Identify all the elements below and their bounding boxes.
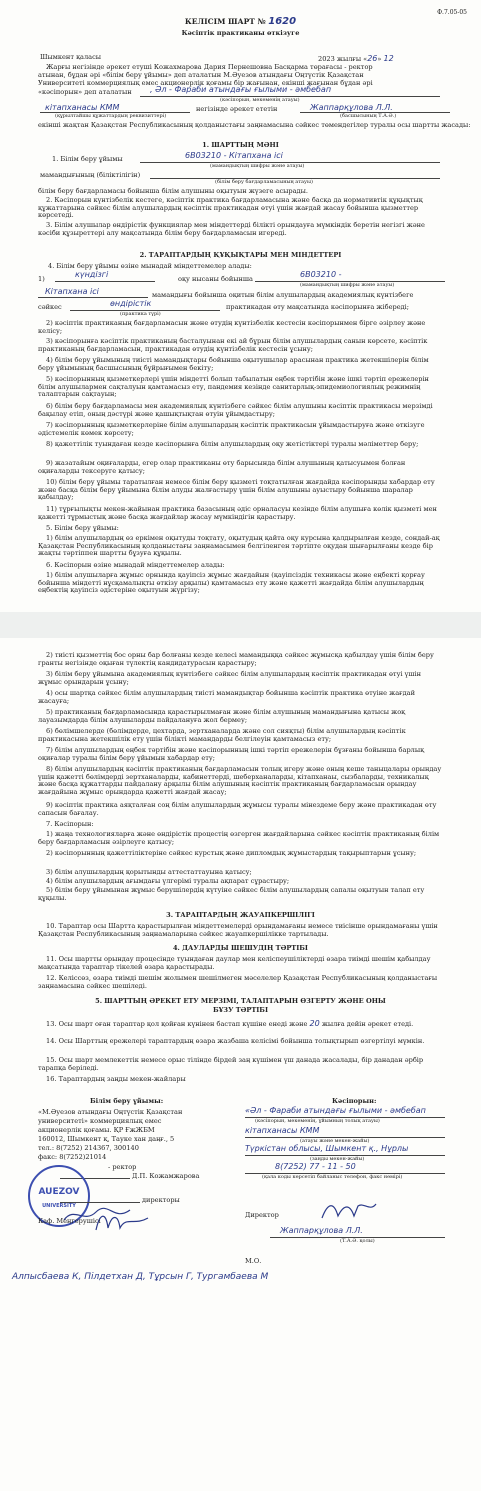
party-left-title: Білім беру ұйымы: <box>90 1097 164 1105</box>
section-1-title: 1. ШАРТТЫҢ МӘНІ <box>202 141 279 149</box>
enterprise-name-hint: (кәсіпорын, мекеменің атауы) <box>220 97 300 103</box>
left-signature-2 <box>92 1208 152 1236</box>
director-left-label: директоры <box>142 1196 180 1204</box>
s2-item-6-title: 6. Кәсіпорын өзіне мынадай міндеттемелер алады: <box>46 561 225 569</box>
accordance: сәйкес <box>38 303 62 311</box>
form-hint: оқу нысаны бойынша <box>178 275 253 283</box>
hw-company-addr: Түркістан облысы, Шымкент қ., Нұрлы <box>245 1144 409 1153</box>
s2-item-8: 8) қажеттілік туындаған кезде кәсіпорынға білім алушылардың оқу жетістіктері туралы мәліметтер беру; <box>46 440 419 448</box>
dept-head-label: Каф. Меңгерушісі <box>38 1217 101 1225</box>
p2-item-3: 3) білім беру ұйымына академиялық күнтізбеге сәйкес білім алушылардың кәсіптік практикадан өтуі үшін жұмыс орындарын ұсыну; <box>38 670 422 686</box>
s2-item-7: 7) кәсіпорынның қызметкерлеріне білім алушылардың кәсіптік практикасын ұйымдастыруға және өткізуге әдістемелік көмек көрсету; <box>38 421 425 437</box>
hw-company-phone: 8(7252) 77 - 11 - 50 <box>275 1162 356 1171</box>
hw-director-name: Жаппарқұлова Л.Л. <box>280 1226 363 1235</box>
preamble-line-2: атынан, бұдан әрі «білім беру ұйымы» деп аталатын М.Әуезов атындағы Оңтүстік Қазақстан <box>38 71 364 79</box>
s5-item-16: 16. Тараптардың заңды мекен-жайлары <box>46 1075 186 1083</box>
p2-item-8: 8) білім алушылардың кәсіптік практиканың бағдарламасын толық игеру және оның кеше таныцалары орындау үшін қажетті бөлімдерді зертханаларды, кабинеттерді, шеберханаларды, кітапханаы, сызбаларды, техникалық және басқа құжаттарды пайдалану арқылы білім алушының кәсіптік практиканың бағдарламасын орындау жағдайына жұмыс орындарда қажетті жағдай жасау; <box>38 765 442 796</box>
section-3-title: 3. ТАРАПТАРДЫҢ ЖАУАПКЕРШІЛІГІ <box>166 911 315 919</box>
party-left-line-3: акционерлік қоғамы. ҚР ҒжЖБМ <box>38 1126 155 1134</box>
s2-item-2: 2) кәсіптік практиканың бағдарламасын және өтудің күнтізбелік кестесін кәсіпорынмен бірге әзірлеу және келісу; <box>38 319 426 335</box>
s4-item-12: 12. Келіссөз, өзара тиімді шешім жолымен шешілмеген мәселелер Қазақстан Республикасының қолданыстағы заңнамасына сәйкес шешіледі. <box>38 974 438 990</box>
form-code-hint: (мамандықтың шифры және атауы) <box>300 282 395 288</box>
hw-term: 20 <box>309 1019 320 1028</box>
p2-item-7-2: 2) кәсіпорынның қажеттіліктеріне сәйкес курстық және дипломдық жұмыстардың тақырыптарын ұсыну; <box>46 849 417 857</box>
hw-director: Жаппарқұлова Л.Л. <box>310 103 393 112</box>
s2-item-4: 4. Білім беру ұйымы өзіне мынадай міндеттемелер алады: <box>48 262 252 270</box>
contract-number: 1620 <box>268 16 297 27</box>
preamble-line-4: «кәсіпорын» деп аталатын <box>38 88 132 96</box>
hw-company-2: кітапханасы КММ <box>45 103 120 112</box>
form-code: Ф.7.05-05 <box>437 9 467 16</box>
p2-item-7-3: 3) білім алушылардың қорытынды аттестаттауына қатысу; <box>46 868 252 876</box>
section-4-title: 4. ДАУЛАРДЫ ШЕШУДІҢ ТӘРТІБІ <box>172 944 309 952</box>
s5-item-15: 15. Осы шарт мемлекеттік немесе орыс тілінде бірдей заң күшімен үш данада жасалады, бір данадан әрбір тарапқа беріледі. <box>38 1056 424 1072</box>
p2-item-7-1: 1) жаңа технологияларға және өндірістік процестің өзгерген жағдайларына сәйкес кәсіптік практиканың білім беру бағдарламасын әзірлеуге қатысу; <box>38 830 440 846</box>
rector-name: Д.П. Кожамжарова <box>132 1172 200 1180</box>
s5-item-14: 14. Осы Шарттың ережелері тараптардың өзара жазбаша келісімі бойынша толықтырып өзгертілуі мүмкін. <box>46 1037 425 1045</box>
university-stamp: AUEZOV UNIVERSITY <box>28 1165 90 1227</box>
s4-item-11: 11. Осы шартты орындау процесінде туындаған даулар мен келіспеушіліктерді өзара тиімді шешім қабылдау мақсатында тараптар тікелей өзара қарастырады. <box>38 955 431 971</box>
p2-item-6: 6) бөлімшелерде (бөлімдерде, цехтарда, зертханаларда және сол сияқты) білім алушылардың кәсіптік практикасына жетекшілік ету үшін білікті мамандарды белгілеуін қамтамасыз ету; <box>38 727 406 743</box>
s5-item-13: 13. Осы шарт оған тараптар қол қойған күнінен бастап күшіне енеді және 20 жылға дейін әрекет етеді. <box>46 1019 414 1028</box>
practice-hint: (практика түрі) <box>120 311 161 317</box>
p2-item-7-5: 5) білім беру ұйымынан жұмыс берушілердің күтуіне сәйкес білім алушылардың сапалы оқытуын талап ету құқылы. <box>38 886 425 902</box>
s1-item-1-spec: мамандығының (біліктілігін) <box>40 171 141 179</box>
p2-item-7: 7) білім алушылардың еңбек тәртібін және кәсіпорынның ішкі тәртіп ережелерін бұзғаны бойынша барлық оқиғалар туралы білім беру ұйымын хабардар ету; <box>38 746 425 762</box>
s1-item-3: 3. Білім алушылар өндірістік функциялар мен міндеттерді білікті орындауға мүмкіндік беретін негізгі және кәсіби құзыреттері алу мақсатында білім беру бағдарламасын игереді. <box>38 221 425 237</box>
section-5-title-1: 5. ШАРТТЫҢ ӘРЕКЕТ ЕТУ МЕРЗІМІ, ТАЛАПТАРЫН ӨЗГЕРТУ ЖӘНЕ ОНЫ <box>95 997 386 1005</box>
s1-item-2: 2. Кәсіпорын күнтізбелік кестеге, кәсіптік практика бағдарламасына және басқа да нормативтік құқықтық құжаттарына сәйкес білім алушылардың кәсіптік практикадан өтуі үшін жағдай жасау бойынша қызметтер көрсетеді. <box>38 196 423 220</box>
send-text: практикадан өту мақсатында кәсіпорынға жібереді; <box>226 303 409 311</box>
section-2-title: 2. ТАРАПТАРДЫҢ ҚҰҚЫҚТАРЫ МЕН МІНДЕТТЕРІ <box>139 251 342 259</box>
preamble-line-3: Университеті коммерциялық емес акционерлік қоғамы бір жағынан, екінші жағынан бұдан әрі <box>38 79 373 87</box>
hw-practice-type: өндірістік <box>110 299 152 308</box>
contract-subtitle: Кәсіптік практиканы өткізуге <box>181 29 300 37</box>
program-hint: (білім беру бағдарламасының атауы) <box>215 179 313 185</box>
s2-item-6-1: 1) білім алушыларға жұмыс орнында қауіпсіз жұмыс жағдайын (қауіпсіздік техникасы және еңбекті қорғау бойынша міндетті нұсқамалықты өткізу арқылы) қамтамасыз ету және қажетті жағдайда білім алушылардың еңбектің қауіпсіз әдістеріне оқытуын жүргізу; <box>38 571 425 595</box>
p2-item-7-4: 4) білім алушылардың ағымдағы үлгерімі туралы ақпарат сұрастыру; <box>46 877 290 885</box>
s2-item-6: 6) білім беру бағдарламасы мен академиялық күнтізбеге сәйкес білім алушыны кәсіптік практикасы мерзімді бақылау етіп, оның дәстүрі және қашықтықтан өтуін ұйымдастыру; <box>38 402 433 418</box>
code-hint: (мамандықтың шифры және атауы) <box>210 163 305 169</box>
party-left-line-1: «М.Әуезов атындағы Оңтүстік Қазақстан <box>38 1108 183 1116</box>
preamble-line-1: Жарғы негізінде әрекет етуші Кожахмарова Дария Пернешовна Басқарма төрағасы - ректор <box>46 63 373 71</box>
page-break <box>0 612 481 638</box>
hw-specialty-code-2: 6В03210 - <box>300 270 342 279</box>
right-hint-4: (қала коды көрсетіп байланыс телефон, факс нөмірі) <box>262 1174 403 1180</box>
hw-bottom-names: Алпысбаева К, Пілдетхан Д, Тұрсын Г, Тургамбаева М <box>12 1272 269 1282</box>
acting-basis: негізінде әрекет ететін <box>196 105 278 113</box>
p2-item-2: 2) тиісті қызметтің бос орны бар болғаны кезде келесі мамандыққа сәйкес жұмысқа қабылдау үшін білім беру гранты негізінде оқыған түлектің кандидатурасын қарастыру; <box>38 651 434 667</box>
s2-item-5-title: 5. Білім беру ұйымы: <box>46 524 119 532</box>
s2-item-5: 5) кәсіпорынның қызметкерлері үшін міндетті болып табылатын еңбек тәртібін және ішкі тәртіп ережелерін білім алушылармен сақталуын қамтамасыз ету, пандемия кезінде санитарлық-эпидемиологиялық режимнің талаптарын сақтауын; <box>38 375 429 399</box>
hw-specialty-code: 6В03210 - Кітапхана ісі <box>185 151 283 160</box>
s2-item-4b: 4) білім беру ұйымының тиісті мамандықтары бойынша оқытушылар арасынан практика жетекшілерін білім беру ұйымының басшысының бұйрығымен бекіту; <box>38 356 429 372</box>
s1-item-1-label: 1. Білім беру ұйымы <box>52 155 123 163</box>
right-hint-3: (заңды мекен-жайы) <box>310 1156 365 1162</box>
p2-item-9: 9) кәсіптік практика аяқталған соң білім алушылардың жұмысы туралы мінездеме беру және практикадан өту сапасын бағалау. <box>38 801 437 817</box>
party-agreement: екінші жақтан Қазақстан Республикасының қолданыстағы заңнамасына сәйкес төмендегілер туралы осы шартты жасады: <box>38 121 471 129</box>
party-right-title: Кәсіпорын: <box>332 1097 377 1105</box>
s2-item-11: 11) тұрғылықты мекен-жайынан практика базасының әдіс орналасуы кезінде білім алушыға көлік қызметі мен қажетті тұрмыстық және басқа жағдайлар жасау мүмкіндігін қарастыру. <box>38 505 437 521</box>
right-hint-2: (атауы және мекен-жайы) <box>300 1138 370 1144</box>
right-signature <box>318 1198 378 1224</box>
contract-date: 2023 жылғы «26» 12 <box>318 54 394 63</box>
hw-company: , Әл - Фараби атындағы ғылыми - әмбебап <box>150 85 332 94</box>
fullname-hint: (басшысының Т.А.Ә.) <box>340 113 397 119</box>
p2-item-4: 4) осы шартқа сәйкес білім алушылардың тиісті мамандықтар бойынша кәсіптік практика өтуіне жағдай жасауға; <box>38 689 416 705</box>
party-left-line-5: тел.: 8(7252) 214367, 300140 <box>38 1144 139 1152</box>
s2-item-9: 9) жазатайым оқиғаларды, егер олар практиканы өту барысында білім алушының қатысуымен болған оқиғаларды тексеруге қатысу; <box>38 459 406 475</box>
right-hint-1: (кәсіпорын, мекеменің, ұйымның толық атауы) <box>255 1118 380 1124</box>
s2-item-5-1: 1) білім алушылардың өз еркімен оқытуды тоқтату, оқытудың қайта оқу курсына қалдырылған кезде, сондай-ақ Қазақстан Республикасының қолданыстағы заңнамасымен белгіленген тәртіпте оқудан шығарылғаны кезде бір жақты тәртіппен шартты бұзуға құқылы. <box>38 534 440 558</box>
mp-label: М.О. <box>245 1257 262 1265</box>
s2-item-10: 10) білім беру ұйымы таратылған немесе білім беру қызметі тоқтатылған жағдайда кәсіпорынды хабардар ету және басқа білім беру ұйымына білім алуды жалғастыру үшін білім алушыны ауыстыру бойынша шаралар қабылдау; <box>38 478 435 502</box>
party-left-line-4: 160012, Шымкент қ, Тауке хан даңғ., 5 <box>38 1135 175 1143</box>
s1-item-1-text: білім беру бағдарламасы бойынша білім алушыны оқытуын жүзеге асырады. <box>38 187 308 195</box>
hw-company-sign-2: кітапханасы КММ <box>245 1126 320 1135</box>
section-5-title-2: БҰЗУ ТӘРТІБІ <box>212 1006 269 1014</box>
s2-item-1-num: 1) <box>38 275 45 283</box>
p2-item-5: 5) практиканың бағдарламасында қарастырылмаған және білім алушының мамандығына қатысы жоқ лауазымдарда білім алушыларды пайдалануға жол бермеу; <box>38 708 406 724</box>
s3-text: 10. Тараптар осы Шартта қарастырылған міндеттемелерді орындамағаны немесе тиісінше орындамағаны үшін Қазақстан Республикасының заңнамаларына сәйкес жауапкершілікке тартылады. <box>38 922 438 938</box>
s2-item-3: 3) кәсіпорынға кәсіптік практиканың басталуынан екі ай бұрын білім алушылардың санын көрсете, кәсіптік практиканың бағдарламасын, практикадан өтудің күнтізбелік кестесін ұсыну; <box>38 337 428 353</box>
enterprise-details-hint: (құрылтайшы құжаттардың реквизиттері) <box>55 113 167 119</box>
city: Шымкент қаласы <box>40 53 102 61</box>
contract-title: КЕЛІСІМ ШАРТ № 1620 <box>184 16 297 27</box>
right-hint-5: (Т.А.Ә. қолы) <box>340 1238 375 1244</box>
party-left-line-6: факс: 8(7252)21014 <box>38 1153 107 1161</box>
hw-company-sign: «Әл - Фараби атындағы ғылыми - әмбебап <box>245 1106 426 1115</box>
party-left-line-2: университеті» коммерциялық емес <box>38 1117 162 1125</box>
p2-item-7-title: 7. Кәсіпорын: <box>46 820 94 828</box>
hw-edu-form: күндізгі <box>75 270 109 279</box>
by-specialty: мамандығы бойынша оқитын білім алушылардың академиялық күнтізбеге <box>152 291 414 299</box>
director-right-label: Директор <box>245 1211 279 1219</box>
hw-specialty-name: Кітапхана ісі <box>45 287 99 296</box>
rector-role: - ректор <box>108 1163 137 1171</box>
